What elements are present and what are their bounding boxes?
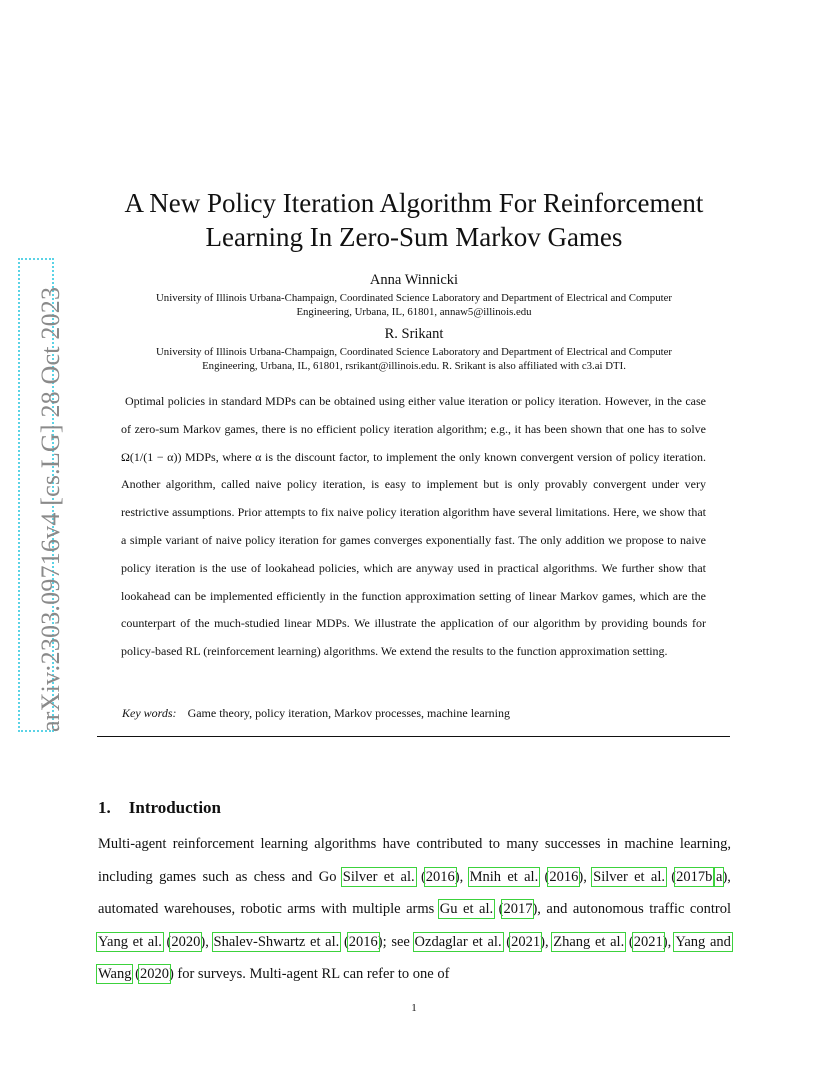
citation-link[interactable]: Ozdaglar et al.: [414, 933, 502, 950]
citation-year-link[interactable]: 2016: [549, 868, 579, 885]
section-heading: [98, 798, 221, 818]
citation-year-link[interactable]: 2020: [171, 933, 201, 950]
keywords-label: Key words:: [122, 706, 177, 720]
citation-link[interactable]: Silver et al.: [342, 868, 415, 885]
title-line-2: Learning In Zero-Sum Markov Games: [205, 222, 623, 252]
text-run: Multi-agent reinforcement learning algorithms have contributed to many successes in machine learning, including games such as chess and Go: [98, 836, 731, 885]
paper-title: [96, 186, 732, 254]
divider: [97, 736, 730, 737]
citation-link[interactable]: Yang et al.: [98, 933, 162, 950]
text-run: ) for surveys. Multi-agent RL can refer to one of: [168, 966, 450, 983]
intro-paragraph: Multi-agent reinforcement learning algorithms have contributed to many successes in machine learning, including games such as chess and Go Silver et al. (2016), Mnih et al. (2016), Silver et al. (2017b,a), automated warehouses, robotic arms with multiple arms Gu et al. (2017), and autonomous traffic control Yang et al. (2020), Shalev-Shwartz et al. (2016); see Ozdaglar et al. (2021), Zhang et al. (2021), Yang and Wang (2020) for surveys. Multi-agent RL can refer to one of: [98, 836, 731, 983]
citation-year-link[interactable]: 2016: [348, 933, 378, 950]
text-run: ); see: [377, 933, 415, 950]
citation-year-link[interactable]: 2017: [503, 901, 533, 918]
citation-link[interactable]: Zhang et al.: [553, 933, 625, 950]
citation-link[interactable]: Mnih et al.: [469, 868, 539, 885]
keywords-list: Game theory, policy iteration, Markov processes, machine learning: [187, 706, 511, 720]
page-number: 1: [411, 1002, 417, 1014]
abstract: Optimal policies in standard MDPs can be obtained using either value iteration or policy iteration. However, in the case of zero-sum Markov games, there is no efficient policy iteration algorithm; e.g., it has been shown that one has to solve Ω(1/(1 − α)) MDPs, where α is the discount factor, to implement the only known convergent version of policy iteration. Another algorithm, called naive policy iteration, is easy to implement but is only provably convergent under very restrictive assumptions. Prior attempts to fix naive policy iteration algorithm have several limitations. Here, we show that a simple variant of naive policy iteration for games converges exponentially fast. The only addition we propose to naive policy iteration is the use of lookahead policies, which are anyway used in practical algorithms. We further show that lookahead can be implemented efficiently in the function approximation setting of linear Markov games, which are the counterpart of the much-studied linear MDPs. We illustrate the application of our algorithm by providing bounds for policy-based RL (reinforcement learning) algorithms. We extend the results to the function approximation setting.: [121, 394, 706, 659]
citation-year-link[interactable]: 2016: [425, 868, 455, 885]
citation-link[interactable]: Shalev-Shwartz et al.: [213, 933, 340, 950]
author-name-1: Anna Winnicki: [369, 272, 459, 288]
title-line-1: A New Policy Iteration Algorithm For Reinforcement: [124, 188, 704, 218]
citation-year-link[interactable]: 2020: [139, 966, 169, 983]
affiliation-2-line-2: Engineering, Urbana, IL, 61801, rsrikant@illinois.edu. R. Srikant is also affiliated with c3.ai DTI.: [202, 360, 626, 372]
author-affiliation-2: [96, 345, 732, 373]
section-title: Introduction: [128, 798, 222, 817]
citation-year-link[interactable]: a: [716, 868, 723, 885]
affiliation-1-line-1: University of Illinois Urbana-Champaign, Coordinated Science Laboratory and Department of Electrical and Computer: [156, 292, 672, 304]
affiliation-1-line-2: Engineering, Urbana, IL, 61801, annaw5@illinois.edu: [296, 306, 532, 318]
citation-link[interactable]: Gu et al.: [439, 901, 494, 918]
keywords: [122, 706, 510, 721]
citation-link[interactable]: Yang and Wang: [98, 933, 731, 983]
author-name-2: R. Srikant: [384, 326, 444, 342]
author-affiliation-1: [96, 291, 732, 319]
section-number: 1.: [98, 798, 111, 817]
text-run: ), and autonomous traffic control: [532, 901, 731, 918]
citation-link[interactable]: Silver et al.: [593, 868, 665, 885]
text-run: ), automated warehouses, robotic arms with multiple arms: [98, 868, 731, 918]
citation-year-link[interactable]: 2021: [633, 933, 663, 950]
citation-year-link[interactable]: 2021: [511, 933, 541, 950]
arxiv-stamp[interactable]: arXiv:2303.09716v4 [cs.LG] 28 Oct 2023: [36, 286, 65, 732]
affiliation-2-line-1: University of Illinois Urbana-Champaign, Coordinated Science Laboratory and Department of Electrical and Computer: [156, 346, 672, 358]
citation-year-link[interactable]: 2017b: [676, 868, 713, 885]
